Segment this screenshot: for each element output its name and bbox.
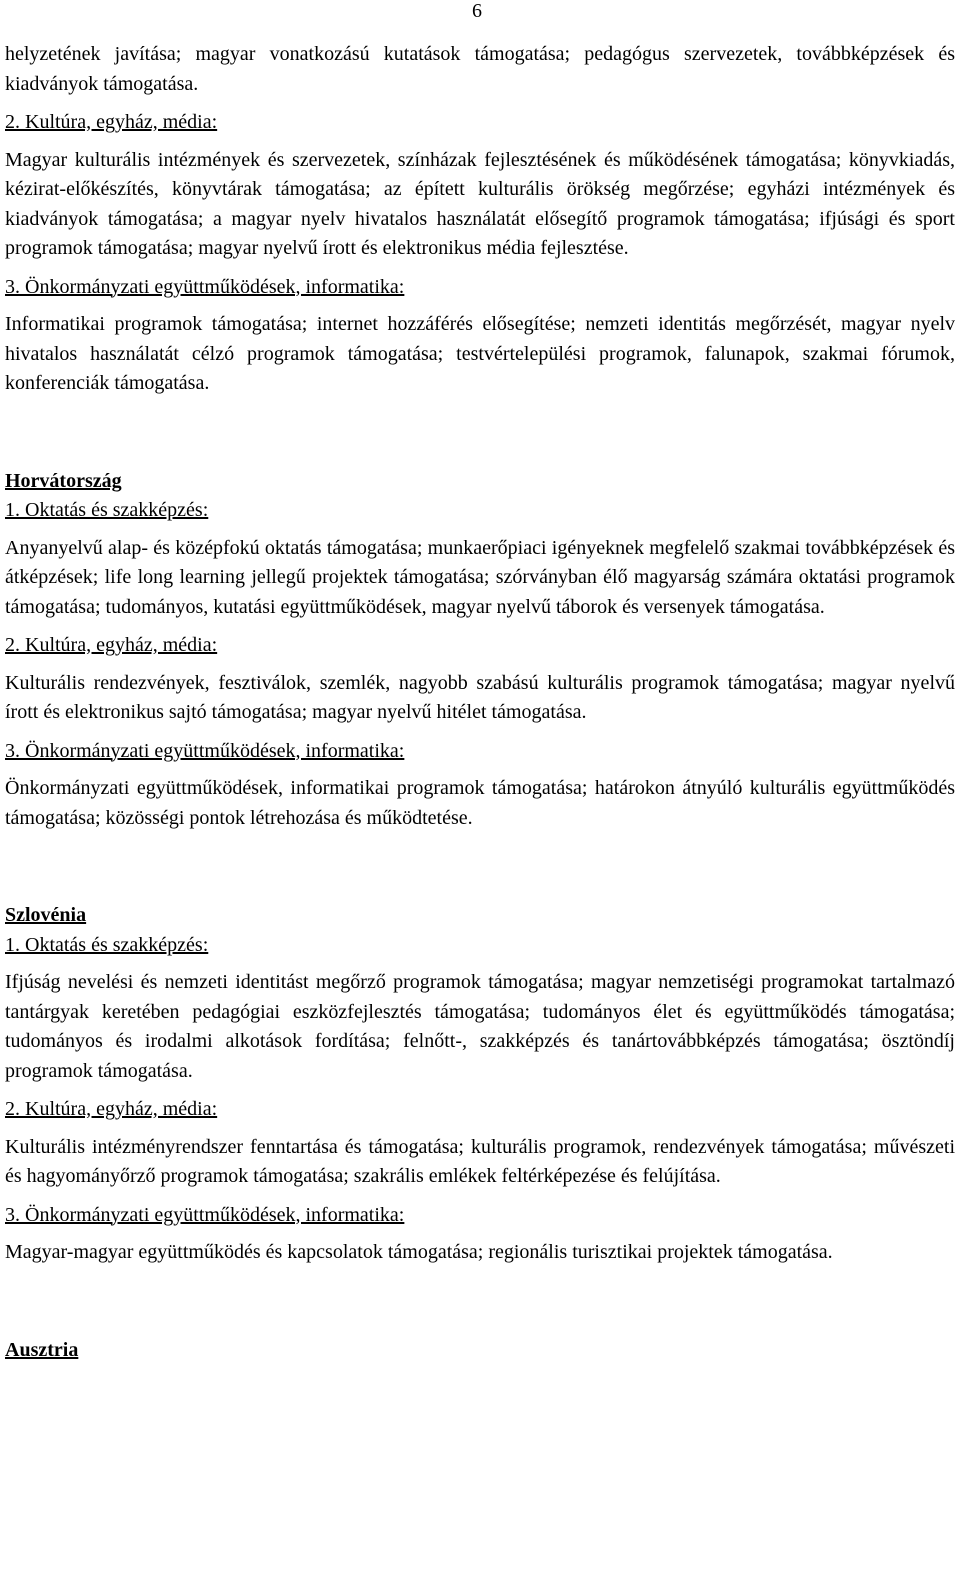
slovenia-gov-heading: 3. Önkormányzati együttműködések, informatika: <box>5 1203 405 1226</box>
croatia-culture-heading: 2. Kultúra, egyház, média: <box>5 634 218 656</box>
croatia-edu-heading: 1. Oktatás és szakképzés: <box>5 499 209 521</box>
slovenia-edu-heading: 1. Oktatás és szakképzés: <box>5 933 209 956</box>
slovenia-culture-paragraph: Kulturális intézményrendszer fenntartása és támogatása; kulturális programok, rendezvények támogatása; művészeti és hagyományőrző programok támogatása; szakrális emlékek feltérképezése és felújítása. <box>5 1135 955 1187</box>
austria-title: Ausztria <box>5 1338 79 1361</box>
croatia-gov-heading: 3. Önkormányzati együttműködések, informatika: <box>5 739 405 762</box>
intro-paragraph: helyzetének javítása; magyar vonatkozású kutatások támogatása; pedagógus szervezetek, továbbképzések és kiadványok támogatása. <box>5 43 955 95</box>
croatia-title: Horvátország <box>5 469 122 492</box>
croatia-edu-paragraph: Anyanyelvű alap- és középfokú oktatás támogatása; munkaerőpiaci igényeknek megfelelő szakmai továbbképzések és átképzések; life long learning jellegű projektek támogatása; szórványban élő magyarság számára oktatási programok támogatása; tudományos, kutatási együttműködések, magyar nyelvű táborok és versenyek támogatása. <box>5 536 955 618</box>
croatia-culture-paragraph: Kulturális rendezvények, fesztiválok, szemlék, nagyobb szabású kulturális programok támogatása; magyar nyelvű írott és elektronikus sajtó támogatása; magyar nyelvű hitélet támogatása. <box>5 671 955 723</box>
culture-paragraph: Magyar kulturális intézmények és szervezetek, színházak fejlesztésének és működésének támogatása; könyvkiadás, kézirat-előkészítés, könyvtárak támogatása; az épített kulturális örökség megőrzése; egyházi intézmények és kiadványok támogatása; a magyar nyelv hivatalos használatát elősegítő programok támogatása; ifjúsági és sport programok támogatása; magyar nyelvű írott és elektronikus média fejlesztése. <box>5 148 955 259</box>
page-number: 6 <box>472 0 482 22</box>
gov-heading: 3. Önkormányzati együttműködések, informatika: <box>5 275 405 298</box>
slovenia-culture-heading: 2. Kultúra, egyház, média: <box>5 1098 218 1120</box>
gov-paragraph: Informatikai programok támogatása; internet hozzáférés elősegítése; nemzeti identitás megőrzését, magyar nyelv hivatalos használatát célzó programok támogatása; testvértelepülési programok, falunapok, szakmai fórumok, konferenciák támogatása. <box>5 313 955 394</box>
document-body <box>5 40 955 1365</box>
slovenia-gov-paragraph: Magyar-magyar együttműködés és kapcsolatok támogatása; regionális turisztikai projektek támogatása. <box>5 1241 833 1263</box>
slovenia-title: Szlovénia <box>5 904 87 926</box>
croatia-gov-paragraph: Önkormányzati együttműködések, informatikai programok támogatása; határokon átnyúló kulturális együttműködés támogatása; közösségi pontok létrehozása és működtetése. <box>5 777 955 829</box>
slovenia-edu-paragraph: Ifjúság nevelési és nemzeti identitást megőrző programok támogatása; magyar nemzetiségi programokat tartalmazó tantárgyak keretében pedagógiai eszközfejlesztés támogatása; tudományos élet és együttműködés támogatása; tudományos és irodalmi alkotások fordítása; felnőtt-, szakképzés és tanártovábbképzés támogatása; ösztöndíj programok támogatása. <box>5 971 955 1082</box>
culture-heading: 2. Kultúra, egyház, média: <box>5 111 218 133</box>
